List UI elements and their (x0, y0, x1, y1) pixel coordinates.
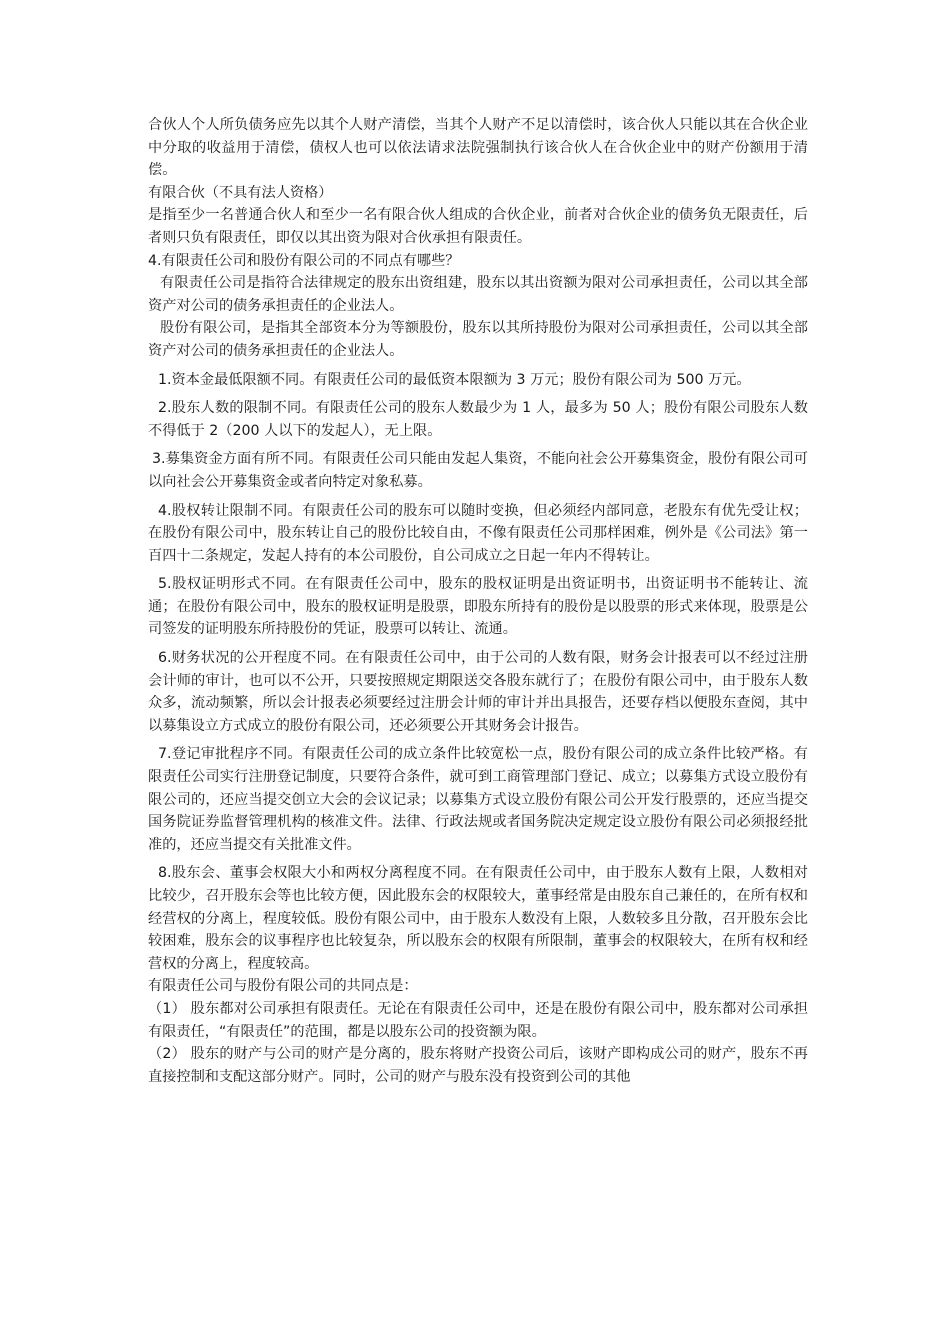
list-item-3: 3.募集资金方面有所不同。有限责任公司只能由发起人集资，不能向社会公开募集资金，股份有限公司可以向社会公开募集资金或者向特定对象私募。 (148, 451, 808, 490)
list-item-5: 5.股权证明形式不同。在有限责任公司中，股东的股权证明是出资证明书，出资证明书不能转让、流通；在股份有限公司中，股东的股权证明是股票，即股东所持有的股份是以股票的形式来体现，股票是公司签发的证明股东所持股份的凭证，股票可以转让、流通。 (148, 576, 808, 638)
list-item-6: 6.财务状况的公开程度不同。在有限责任公司中，由于公司的人数有限，财务会计报表可以不经过注册会计师的审计，也可以不公开，只要按照规定期限送交各股东就行了；在股份有限公司中，由于股东人数众多，流动频繁，所以会计报表必须要经过注册会计师的审计并出具报告，还要存档以便股东查阅，其中以募集设立方式成立的股份有限公司，还必须要公开其财务会计报告。 (148, 650, 808, 734)
paragraph-llc-definition: 有限责任公司是指符合法律规定的股东出资组建，股东以其出资额为限对公司承担责任，公司以其全部资产对公司的债务承担责任的企业法人。 (148, 275, 808, 314)
common-point-1: （1） 股东都对公司承担有限责任。无论在有限责任公司中，还是在股份有限公司中，股东都对公司承担有限责任，“有限责任”的范围，都是以股东公司的投资额为限。 (148, 1000, 808, 1040)
heading-common-points: 有限责任公司与股份有限公司的共同点是： (148, 978, 418, 995)
list-item-2: 2.股东人数的限制不同。有限责任公司的股东人数最少为 1 人，最多为 50 人；股份有限公司股东人数不得低于 2（200 人以下的发起人），无上限。 (148, 400, 808, 439)
common-point-2: （2） 股东的财产与公司的财产是分离的，股东将财产投资公司后，该财产即构成公司的财产，股东不再直接控制和支配这部分财产。同时，公司的财产与股东没有投资到公司的其他 (148, 1046, 808, 1085)
document-body (148, 114, 808, 1088)
paragraph-limited-partnership-definition: 是指至少一名普通合伙人和至少一名有限合伙人组成的合伙企业，前者对合伙企业的债务负无限责任，后者则只负有限责任，即仅以其出资为限对合伙承担有限责任。 (148, 207, 808, 246)
list-item-8: 8.股东会、董事会权限大小和两权分离程度不同。在有限责任公司中，由于股东人数有上限，人数相对比较少，召开股东会等也比较方便，因此股东会的权限较大，董事经常是由股东自己兼任的，在所有权和经营权的分离上，程度较低。股份有限公司中，由于股东人数没有上限，人数较多且分散，召开股东会比较困难，股东会的议事程序也比较复杂，所以股东会的权限有所限制，董事会的权限较大，在所有权和经营权的分离上，程度较高。 (148, 865, 808, 972)
paragraph-joint-stock-definition: 股份有限公司，是指其全部资本分为等额股份，股东以其所持股份为限对公司承担责任，公司以其全部资产对公司的债务承担责任的企业法人。 (148, 320, 808, 359)
list-item-1: 1.资本金最低限额不同。有限责任公司的最低资本限额为 3 万元；股份有限公司为 500 万元。 (158, 371, 751, 388)
list-item-4: 4.股权转让限制不同。有限责任公司的股东可以随时变换，但必须经内部同意，老股东有优先受让权；在股份有限公司中，股东转让自己的股份比较自由，不像有限责任公司那样困难，例外是《公司法》第一百四十二条规定，发起人持有的本公司股份，自公司成立之日起一年内不得转让。 (148, 502, 808, 564)
heading-limited-partnership: 有限合伙（不具有法人资格） (148, 184, 333, 201)
question-heading-4: 4.有限责任公司和股份有限公司的不同点有哪些？ (148, 252, 460, 269)
list-item-7: 7.登记审批程序不同。有限责任公司的成立条件比较宽松一点，股份有限公司的成立条件比较严格。有限责任公司实行注册登记制度，只要符合条件，就可到工商管理部门登记、成立；以募集方式设立股份有限公司的，还应当提交创立大会的会议记录；以募集方式设立股份有限公司公开发行股票的，还应当提交国务院证券监督管理机构的核准文件。法律、行政法规或者国务院决定规定设立股份有限公司必须报经批准的，还应当提交有关批准文件。 (148, 746, 808, 853)
paragraph-partner-liability: 合伙人个人所负债务应先以其个人财产清偿，当其个人财产不足以清偿时，该合伙人只能以其在合伙企业中分取的收益用于清偿，债权人也可以依法请求法院强制执行该合伙人在合伙企业中的财产份额用于清偿。 (148, 117, 808, 179)
